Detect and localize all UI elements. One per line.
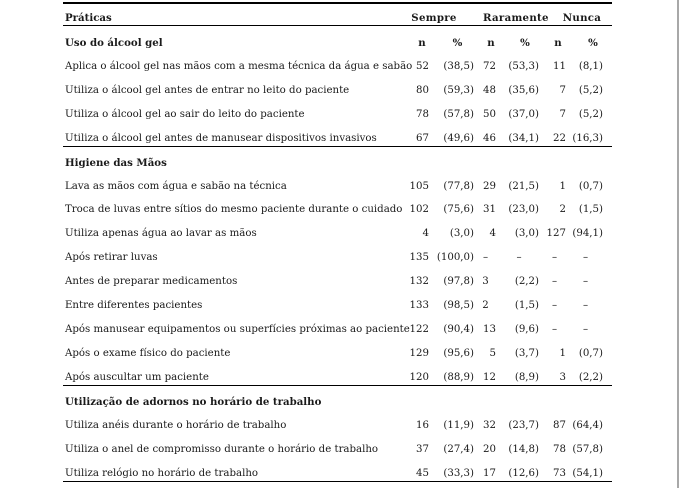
sempre-n: 102: [409, 204, 429, 215]
sempre-n: 4: [422, 228, 429, 239]
raramente-pct: (3,0): [514, 228, 539, 239]
sempre-pct: (88,9): [443, 372, 474, 383]
nunca-pct: –: [582, 252, 589, 263]
group-header-nunca: Nunca: [562, 12, 602, 24]
nunca-pct: (5,2): [578, 109, 603, 120]
raramente-n: 29: [483, 181, 496, 192]
nunca-n: 7: [559, 109, 566, 120]
nunca-n: 11: [553, 61, 566, 72]
raramente-n: 46: [483, 133, 496, 144]
nunca-pct: (0,7): [578, 348, 603, 359]
raramente-n: 5: [489, 348, 496, 359]
subheader-percent: %: [520, 37, 530, 49]
section-row-alcohol-gel: [65, 35, 612, 51]
nunca-n: 2: [559, 204, 566, 215]
row-label: Após manusear equipamentos ou superfícies próximas ao paciente: [65, 324, 410, 335]
window-right-border: [677, 0, 679, 488]
nunca-pct: –: [582, 276, 589, 287]
raramente-n: –: [482, 252, 489, 263]
sempre-pct: (77,8): [443, 181, 474, 192]
sempre-n: 132: [409, 276, 429, 287]
row-label: Após auscultar um paciente: [65, 372, 209, 383]
sempre-pct: (27,4): [443, 444, 474, 455]
nunca-pct: (1,5): [578, 204, 603, 215]
nunca-pct: (94,1): [572, 228, 603, 239]
subheader-percent: %: [588, 37, 598, 49]
raramente-n: 72: [483, 61, 496, 72]
sempre-n: 37: [416, 444, 429, 455]
subheader-percent: %: [452, 37, 463, 49]
table-row: [65, 131, 612, 147]
sempre-n: 67: [416, 133, 429, 144]
sempre-pct: (98,5): [443, 300, 474, 311]
table-row: [65, 298, 612, 314]
nunca-n: 127: [546, 228, 566, 239]
sempre-pct: (11,9): [443, 420, 474, 431]
row-label: Lava as mãos com água e sabão na técnica: [65, 181, 287, 192]
section-title: Utilização de adornos no horário de trabalho: [65, 396, 322, 408]
raramente-pct: (23,0): [508, 204, 539, 215]
table-bottom-rule: [63, 481, 612, 482]
section-rule: [63, 385, 612, 386]
table-row: [65, 59, 612, 75]
table-row: [65, 466, 612, 482]
table-row: [65, 250, 612, 266]
raramente-pct: (21,5): [508, 181, 539, 192]
nunca-n: 1: [559, 348, 566, 359]
sempre-n: 120: [409, 372, 429, 383]
raramente-pct: (9,6): [514, 324, 539, 335]
sempre-pct: (97,8): [443, 276, 474, 287]
nunca-pct: (0,7): [578, 181, 603, 192]
nunca-n: –: [551, 252, 558, 263]
raramente-n: 32: [483, 420, 496, 431]
row-label: Troca de luvas entre sítios do mesmo paciente durante o cuidado: [65, 204, 403, 215]
raramente-pct: (1,5): [514, 300, 539, 311]
raramente-n: 48: [483, 85, 496, 96]
table-row: [65, 322, 612, 338]
raramente-n: 4: [489, 228, 496, 239]
nunca-pct: (16,3): [572, 133, 603, 144]
sempre-n: 135: [409, 252, 429, 263]
table-row: [65, 346, 612, 362]
sempre-pct: (59,3): [443, 85, 474, 96]
row-label: Utiliza apenas água ao lavar as mãos: [65, 228, 257, 239]
sempre-pct: (95,6): [443, 348, 474, 359]
row-label: Antes de preparar medicamentos: [65, 276, 238, 287]
table-row: [65, 442, 612, 458]
table-row: [65, 202, 612, 218]
section-row-adornments: [65, 394, 612, 410]
raramente-n: 13: [483, 324, 496, 335]
raramente-n: 20: [483, 444, 496, 455]
group-header-raramente: Raramente: [483, 12, 549, 24]
raramente-pct: (23,7): [508, 420, 539, 431]
row-label: Entre diferentes pacientes: [65, 300, 203, 311]
sempre-n: 80: [416, 85, 429, 96]
sempre-n: 78: [416, 109, 429, 120]
sempre-n: 133: [409, 300, 429, 311]
practices-header: Práticas: [65, 12, 112, 24]
nunca-n: 1: [559, 181, 566, 192]
sempre-n: 52: [416, 61, 429, 72]
sempre-pct: (57,8): [443, 109, 474, 120]
nunca-pct: –: [582, 324, 589, 335]
table-top-rule: [63, 2, 612, 4]
nunca-n: –: [551, 276, 558, 287]
table-header-row: [65, 10, 612, 26]
nunca-n: 73: [553, 468, 566, 479]
table-row: [65, 107, 612, 123]
nunca-pct: (2,2): [578, 372, 603, 383]
nunca-n: 7: [559, 85, 566, 96]
subheader-n: n: [554, 37, 562, 49]
table-row: [65, 226, 612, 242]
nunca-pct: (54,1): [572, 468, 603, 479]
table-row: [65, 370, 612, 386]
row-label: Utiliza anéis durante o horário de trabalho: [65, 420, 287, 431]
row-label: Utiliza o álcool gel antes de manusear dispositivos invasivos: [65, 133, 377, 144]
sempre-pct: (49,6): [443, 133, 474, 144]
nunca-pct: (5,2): [578, 85, 603, 96]
raramente-pct: (34,1): [508, 133, 539, 144]
raramente-n: 50: [483, 109, 496, 120]
raramente-n: 31: [483, 204, 496, 215]
section-title: Higiene das Mãos: [65, 157, 167, 169]
sempre-n: 16: [416, 420, 429, 431]
raramente-pct: (3,7): [514, 348, 539, 359]
raramente-pct: (2,2): [514, 276, 539, 287]
nunca-n: 22: [553, 133, 566, 144]
header-rule: [63, 25, 612, 26]
sempre-pct: (3,0): [449, 228, 474, 239]
table-row: [65, 274, 612, 290]
section-row-hand-hygiene: [65, 155, 612, 171]
row-label: Após o exame físico do paciente: [65, 348, 231, 359]
raramente-pct: (12,6): [508, 468, 539, 479]
nunca-pct: (64,4): [572, 420, 603, 431]
nunca-n: 78: [553, 444, 566, 455]
subheader-n: n: [418, 37, 426, 49]
nunca-n: 87: [553, 420, 566, 431]
section-rule: [63, 146, 612, 147]
raramente-pct: (37,0): [508, 109, 539, 120]
raramente-pct: (14,8): [508, 444, 539, 455]
raramente-n: 3: [482, 276, 489, 287]
raramente-pct: (35,6): [508, 85, 539, 96]
sempre-n: 45: [416, 468, 429, 479]
nunca-n: –: [551, 300, 558, 311]
row-label: Após retirar luvas: [65, 252, 158, 263]
sempre-pct: (90,4): [443, 324, 474, 335]
row-label: Aplica o álcool gel nas mãos com a mesma técnica da água e sabão: [65, 61, 413, 72]
raramente-n: 12: [483, 372, 496, 383]
nunca-n: –: [551, 324, 558, 335]
row-label: Utiliza o anel de compromisso durante o horário de trabalho: [65, 444, 379, 455]
sempre-pct: (33,3): [443, 468, 474, 479]
raramente-pct: (8,9): [514, 372, 539, 383]
raramente-n: 2: [482, 300, 489, 311]
sempre-pct: (75,6): [443, 204, 474, 215]
group-header-sempre: Sempre: [411, 12, 457, 24]
row-label: Utiliza relógio no horário de trabalho: [65, 468, 259, 479]
nunca-pct: (57,8): [572, 444, 603, 455]
nunca-n: 3: [559, 372, 566, 383]
table-row: [65, 418, 612, 434]
sempre-pct: (38,5): [443, 61, 474, 72]
raramente-n: 17: [483, 468, 496, 479]
nunca-pct: –: [582, 300, 589, 311]
sempre-n: 105: [409, 181, 429, 192]
sempre-pct: (100,0): [436, 252, 474, 263]
table-row: [65, 179, 612, 195]
row-label: Utiliza o álcool gel ao sair do leito do paciente: [65, 109, 305, 120]
nunca-pct: (8,1): [578, 61, 603, 72]
row-label: Utiliza o álcool gel antes de entrar no leito do paciente: [65, 85, 350, 96]
raramente-pct: (53,3): [508, 61, 539, 72]
subheader-n: n: [487, 37, 495, 49]
section-title: Uso do álcool gel: [65, 37, 163, 49]
table-row: [65, 83, 612, 99]
sempre-n: 129: [409, 348, 429, 359]
sempre-n: 122: [409, 324, 429, 335]
raramente-pct: –: [516, 252, 522, 263]
